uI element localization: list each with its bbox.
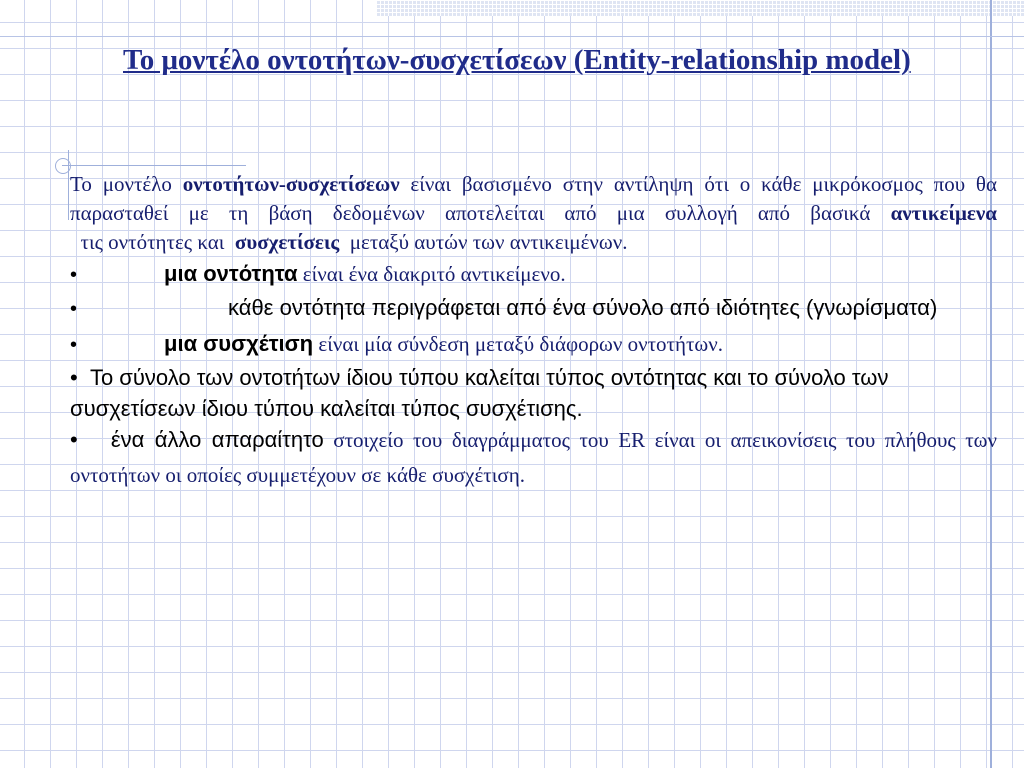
intro-text-2: είναι βασισμένο στην αντίληψη ότι ο κάθε μικρόκοσμος που θα παρασταθεί με τη βάση δεδομένων αποτελείται από μια συλλογή από βασικά [70,172,997,225]
intro-text-1: Το μοντέλο [70,172,183,196]
intro-text-3: τις οντότητες και [70,230,235,254]
slide-title: Το μοντέλο οντοτήτων-συσχετίσεων (Entity-relationship model) [123,44,911,76]
bullet-term-entity: μια οντότητα [164,261,298,286]
decorative-vertical-line [68,150,69,220]
intro-bold-entities-relations: οντοτήτων-συσχετίσεων [182,172,400,196]
slide-content [70,170,997,494]
bullet-text: κάθε οντότητα περιγράφεται από ένα σύνολο από ιδιότητες (γνωρίσματα) [228,295,938,320]
bullet-item-types [70,362,997,424]
intro-bold-objects: αντικείμενα [890,201,997,225]
bullet-item-attributes [70,292,997,325]
decorative-horizontal-line [62,165,246,166]
bullet-term-relationship: μια συσχέτιση [164,331,314,356]
top-decorative-band [376,0,1024,16]
bullet-marker: • [70,334,78,356]
intro-paragraph [70,170,997,257]
bullet-text: Το σύνολο των οντοτήτων ίδιου τύπου καλείται τύπος οντότητας και το σύνολο των συσχετίσεων ίδιου τύπου καλείται τύπος συσχέτισης. [70,365,889,421]
bullet-lead: ένα άλλο απαραίτητο [110,427,324,452]
bullet-marker: • [70,264,78,286]
bullet-marker: • [70,298,78,320]
bullet-text: είναι ένα διακριτό αντικείμενο. [297,262,566,286]
bullet-text: είναι μία σύνδεση μεταξύ διάφορων οντοτήτων. [313,332,723,356]
bullet-item-cardinality [70,424,997,494]
bullet-marker: • [70,427,78,452]
bullet-item-relationship [70,329,997,362]
bullet-item-entity [70,259,997,292]
top-horizontal-line [0,36,1024,37]
bullet-text: στοιχείο του διαγράμματος του ER είναι οι απεικονίσεις του πλήθους των οντοτήτων οι οποίες συμμετέχουν σε κάθε συσχέτιση. [70,428,998,487]
intro-text-4: μεταξύ αυτών των αντικειμένων. [339,230,628,254]
bullet-marker: • [70,365,78,390]
intro-bold-relations: συσχετίσεις [234,230,340,254]
